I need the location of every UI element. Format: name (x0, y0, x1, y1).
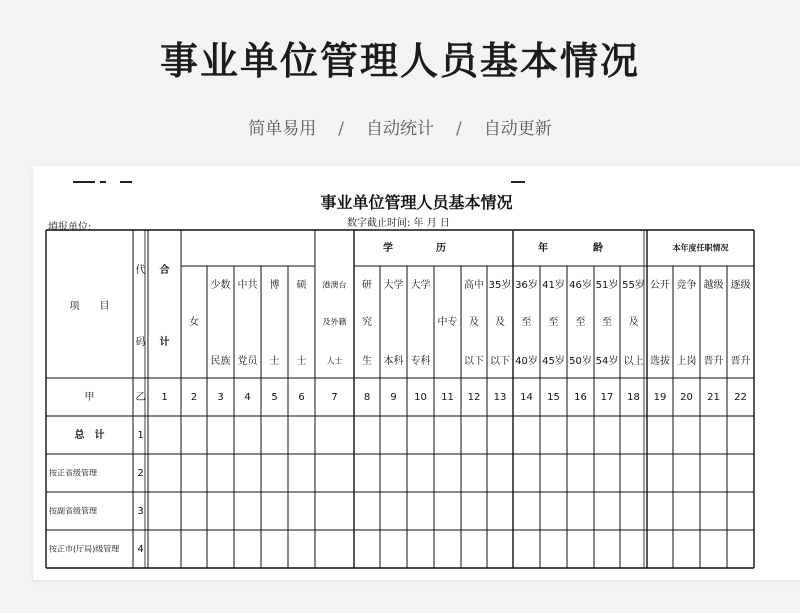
statistics-table (33, 166, 800, 580)
column-header: 本科 (383, 356, 404, 367)
column-header: 高中 (464, 280, 484, 291)
index-cell: 6 (298, 392, 305, 403)
column-header: 至 (521, 317, 532, 328)
document-title: 事业单位管理人员基本情况 (320, 193, 513, 212)
column-header: 逐级 (730, 280, 751, 291)
group-education: 学 (383, 243, 393, 254)
row-label: 按正市(厅局)级管理 (49, 544, 120, 554)
column-header: 41岁 (542, 280, 565, 291)
column-header: 中共 (237, 280, 258, 291)
index-cell: 15 (547, 392, 560, 403)
column-header: 博 (269, 280, 280, 291)
group-appointment: 本年度任职情况 (672, 243, 729, 253)
index-cell: 3 (217, 392, 224, 403)
column-header: 以下 (464, 356, 484, 367)
index-cell: 2 (190, 392, 198, 403)
column-header: 越级 (703, 280, 724, 291)
column-header: 40岁 (515, 356, 538, 367)
index-cell: 甲 (84, 392, 95, 403)
column-header: 至 (575, 317, 586, 328)
column-header: 36岁 (515, 280, 538, 291)
row-header-item: 项 目 (69, 301, 110, 312)
row-label: 总 计 (74, 430, 105, 441)
column-header: 女 (189, 317, 199, 328)
column-header: 少数 (210, 280, 231, 291)
index-cell: 1 (161, 392, 168, 403)
index-cell: 乙 (135, 392, 146, 403)
index-cell: 11 (441, 392, 454, 403)
column-header: 至 (548, 317, 559, 328)
column-header: 上岗 (676, 356, 697, 367)
column-header: 研 (362, 280, 372, 291)
column-header: 54岁 (595, 356, 619, 367)
index-cell: 19 (653, 392, 667, 403)
row-code: 4 (137, 544, 144, 555)
index-cell: 14 (520, 392, 533, 403)
column-header: 大学 (383, 280, 404, 291)
row-code: 2 (137, 468, 144, 479)
total-header: 计 (159, 337, 170, 348)
column-header: 生 (362, 356, 372, 367)
column-header: 士 (296, 356, 307, 367)
column-header: 至 (602, 317, 612, 328)
column-header: 55岁 (622, 280, 645, 291)
column-header: 及 (469, 317, 479, 328)
column-header: 民族 (210, 356, 231, 367)
column-header: 中专 (437, 317, 458, 328)
group-age: 龄 (593, 243, 603, 254)
code-header: 代 (135, 265, 146, 276)
column-header: 晋升 (703, 356, 724, 367)
column-header: 士 (269, 356, 280, 367)
column-header: 硕 (296, 280, 307, 291)
column-header: 人士 (326, 356, 343, 366)
column-header: 专科 (410, 356, 431, 367)
tag-easy: 简单易用 (248, 119, 317, 139)
column-header: 及 (628, 317, 639, 328)
row-label: 按正省级管理 (49, 468, 97, 478)
column-header: 以下 (490, 356, 510, 367)
row-code: 3 (137, 506, 144, 517)
banner-title: 事业单位管理人员基本情况 (159, 39, 640, 83)
column-header: 及外籍 (322, 317, 347, 327)
index-cell: 16 (574, 392, 587, 403)
column-header: 以上 (623, 356, 644, 367)
index-cell: 12 (467, 392, 481, 403)
index-cell: 8 (363, 392, 371, 403)
cutoff-date-label: 数字截止时间: 年 月 日 (347, 218, 450, 229)
tag-separator: / (456, 119, 462, 139)
column-header: 45岁 (542, 356, 565, 367)
code-header: 码 (135, 337, 146, 348)
column-header: 晋升 (730, 356, 751, 367)
row-label: 按副省级管理 (49, 506, 97, 516)
tag-auto-update: 自动更新 (483, 119, 552, 139)
tag-auto-stat: 自动统计 (366, 119, 434, 139)
index-cell: 22 (734, 392, 747, 403)
index-cell: 13 (493, 392, 507, 403)
document-sheet (33, 166, 800, 580)
column-header: 究 (362, 317, 372, 328)
column-header: 港澳台 (322, 280, 347, 290)
index-cell: 17 (600, 392, 614, 403)
banner-tagline (0, 114, 800, 139)
column-header: 35岁 (488, 280, 512, 291)
column-header: 公开 (650, 280, 670, 291)
index-cell: 5 (271, 392, 278, 403)
tag-separator: / (338, 119, 344, 139)
index-cell: 18 (627, 392, 640, 403)
column-header: 党员 (237, 356, 258, 367)
reporting-unit-label: 填报单位: (48, 222, 92, 233)
column-header: 50岁 (569, 356, 592, 367)
index-cell: 9 (390, 392, 397, 403)
index-cell: 20 (680, 392, 693, 403)
column-header: 46岁 (569, 280, 592, 291)
row-code: 1 (137, 430, 144, 441)
column-header: 竞争 (676, 280, 697, 291)
column-header: 选拔 (650, 356, 670, 367)
total-header: 合 (159, 265, 170, 276)
group-age: 年 (538, 243, 548, 254)
column-header: 大学 (410, 280, 431, 291)
index-cell: 4 (244, 392, 251, 403)
column-header: 51岁 (595, 280, 619, 291)
index-cell: 21 (707, 392, 720, 403)
index-cell: 7 (331, 392, 338, 403)
column-header: 及 (495, 317, 505, 328)
index-cell: 10 (414, 392, 427, 403)
group-education: 历 (436, 243, 446, 254)
